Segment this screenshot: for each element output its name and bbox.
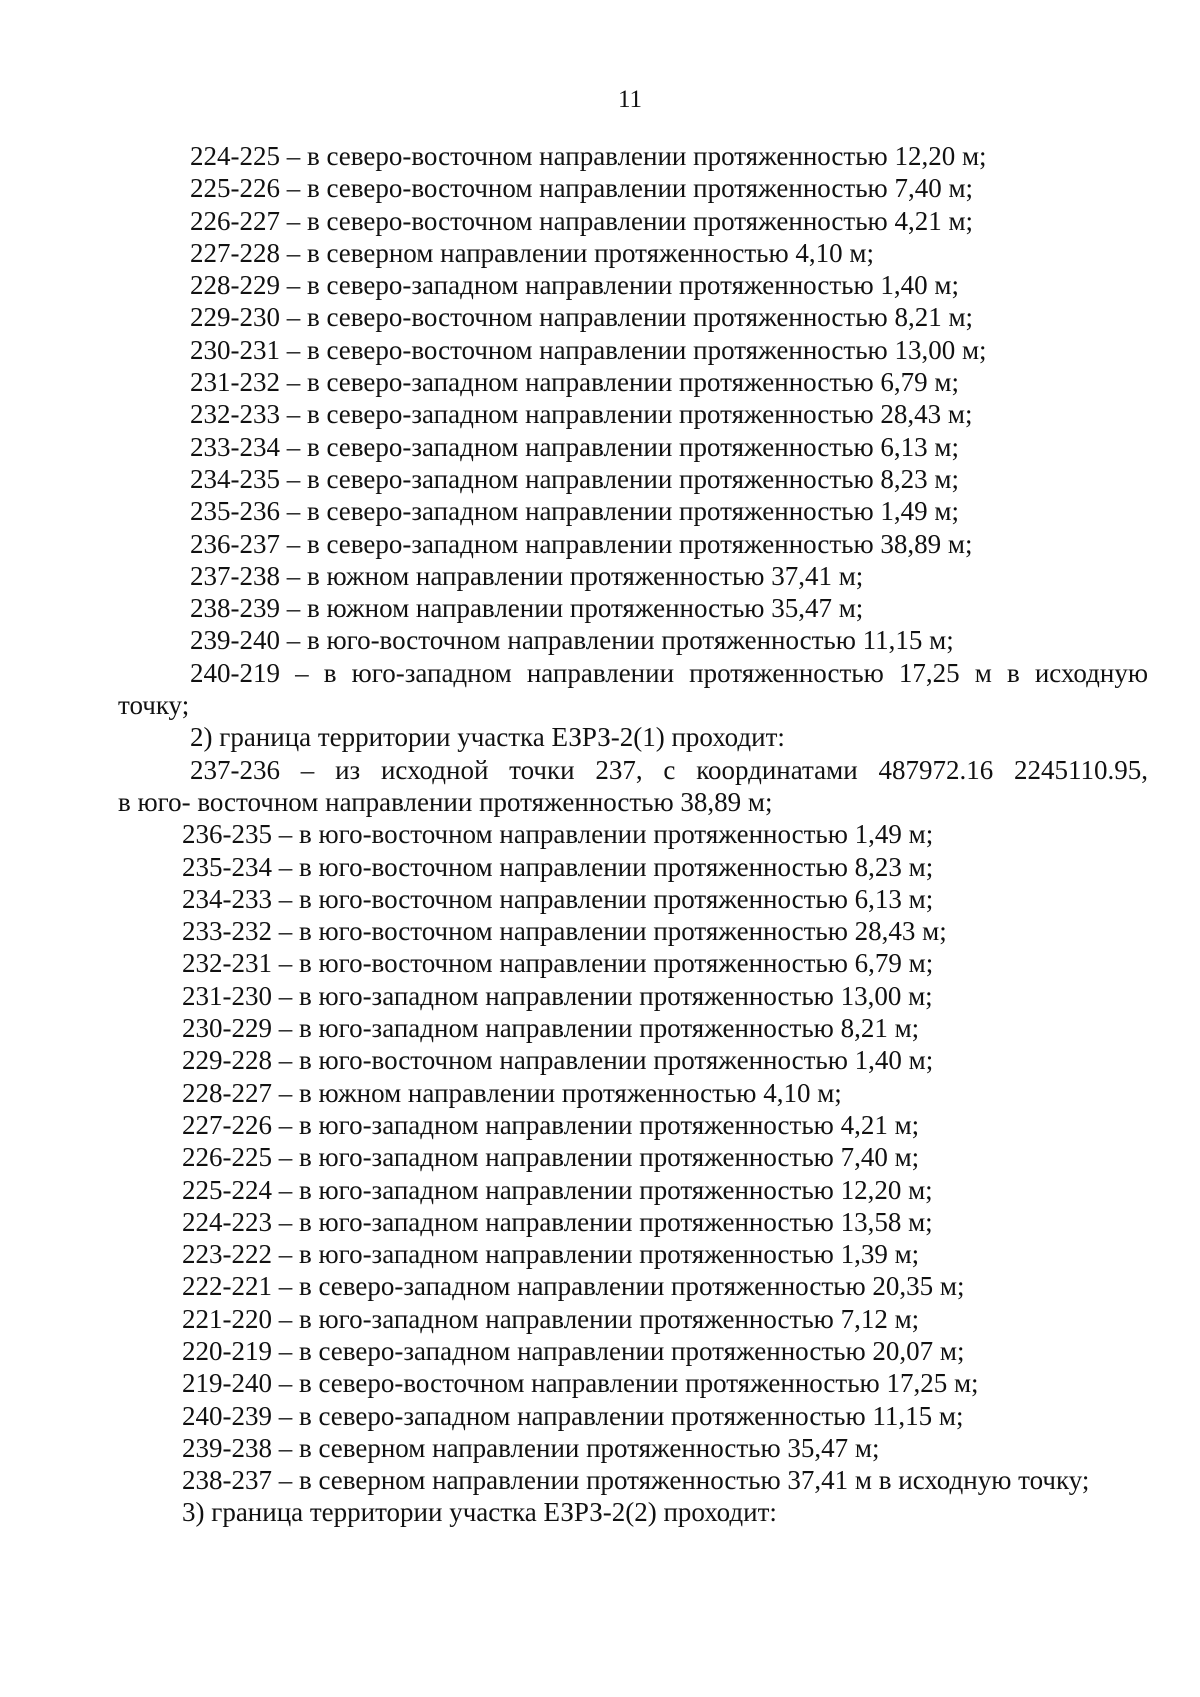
boundary-segment-line: 228-227 – в южном направлении протяженностью 4,10 м; [182,1077,842,1108]
boundary-segment-line: 225-224 – в юго-западном направлении протяженностью 12,20 м; [182,1174,933,1205]
section-1-last-line: 240-219 – в юго-западном направлении протяженностью 17,25 м в исходную [190,657,1148,688]
boundary-segment-line: 231-230 – в юго-западном направлении протяженностью 13,00 м; [182,980,933,1011]
boundary-segment-line: 236-235 – в юго-восточном направлении протяженностью 1,49 м; [182,819,934,850]
boundary-segment-line: 237-238 – в южном направлении протяженностью 37,41 м; [190,560,864,591]
boundary-segment-line: 236-237 – в северо-западном направлении протяженностью 38,89 м; [190,528,973,559]
boundary-segment-line: 239-240 – в юго-восточном направлении протяженностью 11,15 м; [190,625,954,656]
boundary-segment-line: 239-238 – в северном направлении протяженностью 35,47 м; [182,1432,880,1463]
boundary-segment-line: 232-231 – в юго-восточном направлении протяженностью 6,79 м; [182,948,934,979]
boundary-segment-line: 221-220 – в юго-западном направлении протяженностью 7,12 м; [182,1303,920,1334]
section-3-heading: 3) граница территории участка ЕЗРЗ-2(2) проходит: [182,1497,777,1528]
boundary-segment-line: 234-233 – в юго-восточном направлении протяженностью 6,13 м; [182,883,934,914]
boundary-segment-line: 224-223 – в юго-западном направлении протяженностью 13,58 м; [182,1206,933,1237]
boundary-segment-line: 224-225 – в северо-восточном направлении протяженностью 12,20 м; [190,141,987,171]
section-2-first-line-continuation: в юго- восточном направлении протяженностью 38,89 м; [118,786,773,817]
boundary-segment-line: 227-228 – в северном направлении протяженностью 4,10 м; [190,237,875,268]
boundary-segment-line: 228-229 – в северо-западном направлении протяженностью 1,40 м; [190,270,959,301]
section-2-first-line: 237-236 – из исходной точки 237, с координатами 487972.16 2245110.95, [190,754,1148,785]
boundary-segment-line: 226-227 – в северо-восточном направлении протяженностью 4,21 м; [190,205,974,236]
section-1-last-line-continuation: точку; [118,690,190,721]
boundary-segment-line: 233-234 – в северо-западном направлении протяженностью 6,13 м; [190,431,959,462]
boundary-segment-line: 225-226 – в северо-восточном направлении протяженностью 7,40 м; [190,173,974,204]
section-2-heading: 2) граница территории участка ЕЗРЗ-2(1) проходит: [190,722,785,753]
boundary-segment-line: 219-240 – в северо-восточном направлении протяженностью 17,25 м; [182,1368,979,1399]
boundary-segment-line: 230-231 – в северо-восточном направлении протяженностью 13,00 м; [190,334,987,365]
boundary-segment-line: 240-239 – в северо-западном направлении протяженностью 11,15 м; [182,1400,964,1431]
boundary-segment-line: 230-229 – в юго-западном направлении протяженностью 8,21 м; [182,1013,920,1044]
boundary-segment-line: 229-228 – в юго-восточном направлении протяженностью 1,40 м; [182,1045,934,1076]
boundary-segment-line: 235-234 – в юго-восточном направлении протяженностью 8,23 м; [182,851,934,882]
boundary-segment-line: 229-230 – в северо-восточном направлении протяженностью 8,21 м; [190,302,974,333]
section-2-boundary-list [118,818,1148,1496]
boundary-segment-line: 226-225 – в юго-западном направлении протяженностью 7,40 м; [182,1142,920,1173]
document-body [118,140,1148,1529]
section-1-boundary-list [118,140,1148,657]
boundary-segment-line: 220-219 – в северо-западном направлении протяженностью 20,07 м; [182,1335,965,1366]
boundary-segment-line: 238-237 – в северном направлении протяженностью 37,41 м в исходную точку; [182,1465,1090,1496]
boundary-segment-line: 233-232 – в юго-восточном направлении протяженностью 28,43 м; [182,916,947,947]
boundary-segment-line: 238-239 – в южном направлении протяженностью 35,47 м; [190,593,864,624]
boundary-segment-line: 232-233 – в северо-западном направлении протяженностью 28,43 м; [190,399,973,430]
boundary-segment-line: 223-222 – в юго-западном направлении протяженностью 1,39 м; [182,1239,920,1270]
page-number: 11 [617,86,643,113]
boundary-segment-line: 227-226 – в юго-западном направлении протяженностью 4,21 м; [182,1109,920,1140]
boundary-segment-line: 222-221 – в северо-западном направлении протяженностью 20,35 м; [182,1271,965,1302]
boundary-segment-line: 231-232 – в северо-западном направлении протяженностью 6,79 м; [190,367,959,398]
boundary-segment-line: 234-235 – в северо-западном направлении протяженностью 8,23 м; [190,463,959,494]
boundary-segment-line: 235-236 – в северо-западном направлении протяженностью 1,49 м; [190,496,959,527]
